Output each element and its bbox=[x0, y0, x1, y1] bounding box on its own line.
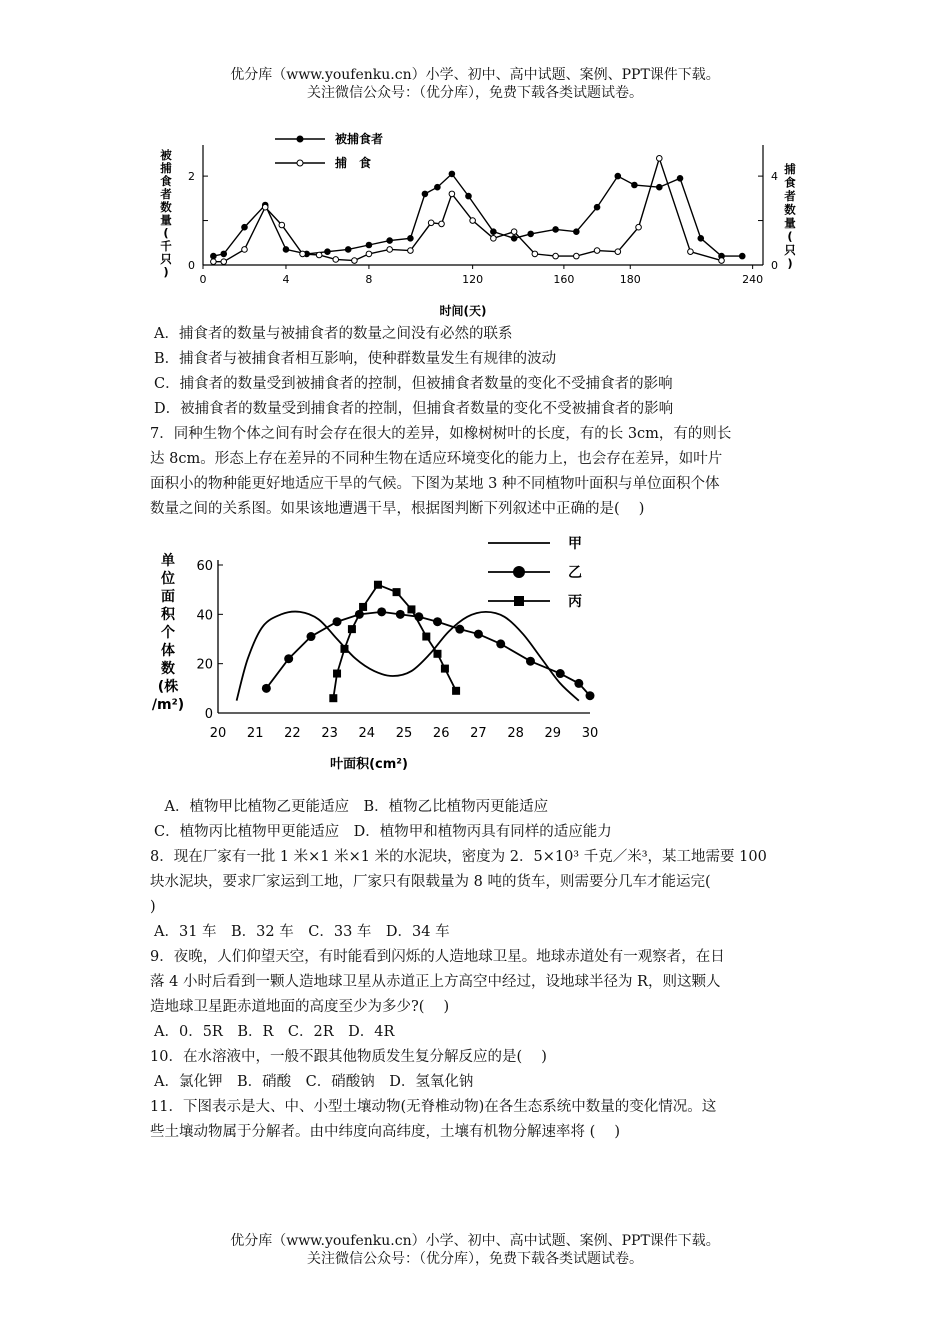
prey-point bbox=[698, 236, 704, 242]
q8-stem-line: 块水泥块，要求厂家运到工地，厂家只有限载量为 8 吨的货车，则需要分几车才能运完( bbox=[150, 874, 711, 890]
prey-point bbox=[615, 173, 621, 179]
series-yi-point bbox=[574, 679, 583, 688]
series-yi-point bbox=[496, 639, 505, 648]
predator-point bbox=[262, 204, 268, 210]
predator-point bbox=[553, 253, 559, 259]
x-tick-label: 23 bbox=[321, 726, 338, 741]
prey-point bbox=[422, 191, 428, 197]
x-tick-label: 24 bbox=[358, 726, 376, 741]
predator-point bbox=[656, 156, 662, 162]
question-7-options bbox=[150, 795, 810, 845]
q8-stem-line: ) bbox=[150, 899, 156, 915]
x-tick-label: 27 bbox=[470, 726, 487, 741]
x-tick-label: 120 bbox=[462, 273, 484, 286]
prey-point bbox=[466, 193, 472, 199]
legend-prey-label: 被捕食者 bbox=[335, 132, 384, 146]
x-tick-label: 20 bbox=[209, 726, 227, 741]
y-right-label-char: 捕 bbox=[784, 162, 796, 176]
series-yi-point bbox=[474, 630, 483, 639]
prey-point bbox=[435, 184, 441, 190]
y-left-label-char: 数 bbox=[160, 200, 172, 214]
q11-stem-line: 11．下图表示是大、中、小型土壤动物(无脊椎动物)在各生态系统中数量的变化情况。这 bbox=[150, 1099, 717, 1115]
q7-stem-line: 7．同种生物个体之间有时会存在很大的差异，如橡树树叶的长度，有的长 3cm，有的则长 bbox=[150, 426, 732, 442]
x-axis-label: 时间(天) bbox=[439, 304, 487, 318]
x-axis-label: 叶面积(cm²) bbox=[330, 757, 408, 772]
y-left-label-char: 者 bbox=[160, 187, 172, 201]
y-left-tick-label: 0 bbox=[188, 259, 195, 272]
q6-option-b: B．捕食者与被捕食者相互影响，使种群数量发生有规律的波动 bbox=[154, 351, 557, 367]
header-line-1: 优分库（www.youfenku.cn）小学、初中、高中试题、案例、PPT课件下载。 bbox=[230, 67, 720, 83]
prey-point bbox=[656, 184, 662, 190]
series-yi-point bbox=[333, 617, 342, 626]
q10-options: A．氯化钾 B．硝酸 C．硝酸钠 D．氢氧化钠 bbox=[154, 1074, 474, 1090]
chart2-legend bbox=[488, 536, 582, 610]
prey-point bbox=[594, 204, 600, 210]
y-axis-label-char: 个 bbox=[161, 625, 175, 641]
prey-point bbox=[387, 238, 393, 244]
predator-point bbox=[719, 258, 725, 264]
q11-stem-line: 些土壤动物属于分解者。由中纬度向高纬度，土壤有机物分解速率将 ( ) bbox=[150, 1124, 621, 1140]
series-bing-line bbox=[333, 585, 456, 698]
legend-prey-marker bbox=[297, 136, 303, 142]
legend-yi-label: 乙 bbox=[568, 565, 582, 581]
prey-point bbox=[574, 229, 580, 235]
prey-point bbox=[408, 236, 414, 242]
y-axis-label-char: (株 bbox=[157, 679, 179, 695]
header-line-2: 关注微信公众号：（优分库），免费下载各类试题试卷。 bbox=[307, 85, 643, 101]
y-tick-label: 20 bbox=[196, 657, 213, 673]
series-bing-point bbox=[333, 670, 341, 678]
y-axis-label-char: /m²) bbox=[151, 697, 185, 713]
prey-point bbox=[366, 242, 372, 248]
predator-point bbox=[352, 258, 358, 264]
predator-point bbox=[279, 222, 285, 228]
prey-point bbox=[491, 229, 497, 235]
series-bing-point bbox=[433, 650, 441, 658]
y-axis-label-char: 位 bbox=[161, 571, 175, 587]
series-yi-point bbox=[556, 669, 565, 678]
y-left-tick-label: 2 bbox=[188, 170, 195, 184]
predator-prey-chart bbox=[150, 125, 810, 325]
predator-series-line bbox=[213, 158, 721, 261]
q9-stem-line: 落 4 小时后看到一颗人造地球卫星从赤道正上方高空中经过，设地球半径为 R，则这颗人 bbox=[150, 974, 721, 990]
predator-point bbox=[366, 251, 372, 257]
chart1-legend bbox=[275, 131, 383, 170]
y-left-label-char: 量 bbox=[160, 213, 172, 227]
prey-point bbox=[553, 227, 559, 233]
prey-point bbox=[511, 236, 517, 242]
legend-bing-marker bbox=[514, 596, 524, 606]
q7-options-line-1: A．植物甲比植物乙更能适应 B．植物乙比植物丙更能适应 bbox=[150, 799, 549, 815]
predator-point bbox=[439, 221, 445, 227]
x-tick-label: 0 bbox=[199, 273, 207, 286]
predator-point bbox=[221, 259, 227, 265]
y-left-label-char: 只 bbox=[160, 252, 172, 266]
predator-point bbox=[333, 257, 339, 263]
y-left-label-char: 食 bbox=[160, 174, 172, 188]
x-tick-label: 160 bbox=[553, 273, 575, 286]
x-tick-label: 29 bbox=[544, 726, 562, 741]
q9-stem-line: 造地球卫星距赤道地面的高度至少为多少?( ) bbox=[150, 999, 450, 1015]
y-right-label-char: ) bbox=[787, 256, 793, 271]
chart2-marks bbox=[237, 581, 595, 702]
predator-point bbox=[242, 247, 248, 253]
series-yi-point bbox=[526, 657, 535, 666]
x-tick-label: 22 bbox=[284, 726, 301, 741]
series-yi-point bbox=[396, 610, 405, 619]
predator-point bbox=[316, 252, 322, 258]
predator-point bbox=[300, 251, 306, 257]
series-bing-point bbox=[393, 588, 401, 596]
q8-options: A．31 车 B．32 车 C．33 车 D．34 车 bbox=[154, 924, 450, 940]
chart1-marks bbox=[211, 156, 745, 265]
y-right-label-char: 食 bbox=[784, 175, 796, 190]
x-tick-label: 26 bbox=[432, 726, 450, 741]
series-bing-point bbox=[407, 605, 415, 613]
leaf-area-chart bbox=[150, 528, 610, 783]
q9-stem-line: 9．夜晚，人们仰望天空，有时能看到闪烁的人造地球卫星。地球赤道处有一观察者，在日 bbox=[150, 949, 725, 965]
series-yi-point bbox=[262, 684, 271, 693]
series-yi-point bbox=[455, 625, 464, 634]
predator-point bbox=[511, 229, 517, 235]
y-axis-label-char: 单 bbox=[161, 553, 175, 569]
predator-point bbox=[615, 249, 621, 255]
x-tick-label: 180 bbox=[619, 273, 641, 286]
series-yi-point bbox=[307, 632, 316, 641]
y-tick-label: 0 bbox=[204, 707, 213, 722]
y-left-label-char: 被 bbox=[160, 148, 172, 162]
footer-line-1: 优分库（www.youfenku.cn）小学、初中、高中试题、案例、PPT课件下载。 bbox=[230, 1233, 720, 1249]
prey-point bbox=[528, 231, 534, 237]
legend-predator-marker bbox=[297, 160, 303, 166]
y-axis-label-char: 体 bbox=[161, 643, 175, 659]
x-tick-label: 4 bbox=[282, 273, 290, 286]
q6-option-d: D．被捕食者的数量受到捕食者的控制，但捕食者数量的变化不受被捕食者的影响 bbox=[154, 401, 674, 417]
y-right-tick-label: 4 bbox=[771, 170, 778, 184]
x-tick-label: 21 bbox=[246, 726, 264, 741]
prey-point bbox=[283, 247, 289, 253]
y-left-label-char: 千 bbox=[160, 239, 172, 253]
chart1-axes bbox=[159, 145, 796, 318]
series-bing-point bbox=[348, 625, 356, 633]
series-bing-point bbox=[329, 694, 337, 702]
y-right-label-char: 者 bbox=[784, 189, 796, 203]
y-axis-label-char: 数 bbox=[161, 661, 175, 677]
page-footer bbox=[0, 1232, 950, 1268]
q8-stem-line: 8．现在厂家有一批 1 米×1 米×1 米的水泥块，密度为 2．5×10³ 千克／米³，某工地需要 100 bbox=[150, 849, 767, 865]
y-left-label-char: ( bbox=[163, 226, 169, 240]
footer-line-2: 关注微信公众号：（优分库），免费下载各类试题试卷。 bbox=[307, 1251, 643, 1267]
predator-point bbox=[532, 251, 538, 257]
q6-option-a: A．捕食者的数量与被捕食者的数量之间没有必然的联系 bbox=[154, 326, 513, 342]
question-8 bbox=[150, 845, 810, 1145]
series-bing-point bbox=[340, 645, 348, 653]
y-right-tick-label: 0 bbox=[771, 259, 778, 272]
series-bing-point bbox=[374, 581, 382, 589]
prey-series-line bbox=[213, 174, 742, 256]
page-header bbox=[0, 66, 950, 102]
series-bing-point bbox=[359, 603, 367, 611]
y-right-label-char: ( bbox=[787, 229, 793, 244]
prey-point bbox=[345, 247, 351, 253]
prey-point bbox=[677, 176, 683, 182]
q10-stem: 10．在水溶液中，一般不跟其他物质发生复分解反应的是( ) bbox=[150, 1049, 547, 1065]
prey-point bbox=[632, 182, 638, 188]
y-tick-label: 60 bbox=[196, 559, 213, 574]
x-tick-label: 8 bbox=[365, 273, 373, 286]
predator-point bbox=[688, 249, 694, 255]
prey-point bbox=[221, 251, 227, 257]
y-right-label-char: 只 bbox=[784, 243, 796, 257]
y-axis-label-char: 面 bbox=[161, 589, 175, 605]
y-left-label-char: 捕 bbox=[160, 161, 172, 175]
y-tick-label: 40 bbox=[196, 608, 213, 624]
y-right-label-char: 数 bbox=[784, 202, 796, 217]
y-right-label-char: 量 bbox=[784, 216, 796, 230]
x-tick-label: 25 bbox=[395, 726, 413, 741]
predator-point bbox=[470, 218, 476, 224]
predator-point bbox=[574, 253, 580, 259]
q6-option-c: C．捕食者的数量受到被捕食者的控制，但被捕食者数量的变化不受捕食者的影响 bbox=[154, 376, 673, 392]
series-bing-point bbox=[452, 687, 460, 695]
series-yi-point bbox=[377, 607, 386, 616]
y-axis-label-char: 积 bbox=[161, 607, 175, 623]
y-left-label-char: ) bbox=[163, 265, 169, 279]
q7-options-line-2: C．植物丙比植物甲更能适应 D．植物甲和植物丙具有同样的适应能力 bbox=[154, 824, 612, 840]
series-yi-point bbox=[284, 654, 293, 663]
q7-stem-line: 面积小的物种能更好地适应干旱的气候。下图为某地 3 种不同植物叶面积与单位面积个体 bbox=[150, 476, 720, 492]
x-tick-label: 30 bbox=[581, 726, 599, 741]
series-yi-point bbox=[586, 691, 595, 700]
predator-point bbox=[408, 248, 414, 254]
q7-stem-line: 数量之间的关系图。如果该地遭遇干旱，根据图判断下列叙述中正确的是( ) bbox=[150, 501, 645, 517]
predator-point bbox=[449, 191, 455, 197]
predator-point bbox=[636, 224, 642, 230]
legend-jia-label: 甲 bbox=[568, 536, 582, 552]
predator-point bbox=[211, 259, 217, 265]
prey-point bbox=[739, 253, 745, 259]
prey-point bbox=[242, 224, 248, 230]
question-7-stem bbox=[150, 422, 810, 522]
prey-point bbox=[325, 249, 331, 255]
x-tick-label: 28 bbox=[507, 726, 524, 741]
predator-point bbox=[491, 236, 497, 242]
prey-point bbox=[449, 171, 455, 177]
legend-predator-label: 捕 食 bbox=[335, 156, 372, 170]
predator-point bbox=[428, 220, 434, 226]
predator-point bbox=[387, 247, 393, 253]
series-yi-line bbox=[266, 612, 590, 696]
q7-stem-line: 达 8cm。形态上存在差异的不同种生物在适应环境变化的能力上，也会存在差异，如叶片 bbox=[150, 451, 723, 467]
q9-options: A．0．5R B．R C．2R D．4R bbox=[154, 1024, 395, 1040]
legend-bing-label: 丙 bbox=[568, 594, 582, 610]
legend-yi-marker bbox=[513, 566, 525, 578]
series-yi-point bbox=[433, 617, 442, 626]
series-bing-point bbox=[441, 665, 449, 673]
question-6-options bbox=[150, 322, 810, 422]
series-bing-point bbox=[422, 633, 430, 641]
prey-point bbox=[211, 253, 217, 259]
predator-point bbox=[594, 248, 600, 254]
x-tick-label: 240 bbox=[742, 273, 764, 286]
